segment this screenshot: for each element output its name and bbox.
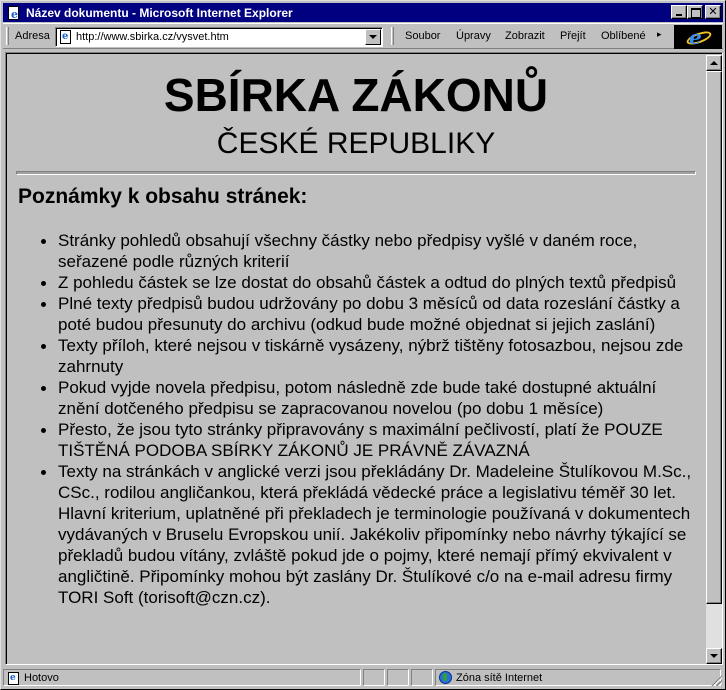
toolbar-grip[interactable] xyxy=(391,27,394,45)
menu-prejit[interactable]: Přejít xyxy=(560,30,586,42)
list-item: Texty na stránkách v anglické verzi jsou překládány Dr. Madeleine Štulíkovou M.Sc., CSc., rodilou angličankou, která překládá vědecké práce a legislativu téměř 30 let. Hlavní kriterium, uplatněné při překladech je terminologie používaná v dokumentech vydávaných v Bruselu Evropskou unií. Jakékoliv připomínky nebo návrhy týkající se překladů budou vítány, zvláště pokud jde o pojmy, které nemají přímý ekvivalent v angličtině. Připomínky mohou být zaslány Dr. Štulíkové c/o na e-mail adresu firmy TORI Soft (torisoft@czn.cz). xyxy=(38,461,698,608)
minimize-button[interactable] xyxy=(671,5,687,19)
globe-icon xyxy=(439,671,452,684)
address-dropdown-button[interactable] xyxy=(365,29,381,45)
horizontal-divider xyxy=(16,171,696,175)
menu-oblibene[interactable]: Oblíbené xyxy=(601,30,646,42)
zone-text: Zóna sítě Internet xyxy=(456,672,543,684)
status-text: Hotovo xyxy=(24,672,59,684)
section-heading: Poznámky k obsahu stránek: xyxy=(18,185,308,208)
scroll-down-button[interactable] xyxy=(706,648,722,664)
title-bar[interactable] xyxy=(3,3,723,22)
close-button[interactable]: ✕ xyxy=(705,5,721,19)
ie-page-icon[interactable]: e xyxy=(6,5,22,21)
status-pane xyxy=(387,669,409,686)
list-item: Texty příloh, které nejsou v tiskárně vysázeny, nýbrž tištěny fotosazbou, nejsou zde zahrnuty xyxy=(38,335,698,377)
list-item: Pokud vyjde novela předpisu, potom následně zde bude také dostupné aktuální znění dotčeného předpisu se zapracovanou novelou (po dobu 1 měsíce) xyxy=(38,377,698,419)
list-item: Plné texty předpisů budou udržovány po dobu 3 měsíců od data rozeslání částky a poté budou přesunuty do archivu (odkud bude možné objednat si jejich zaslání) xyxy=(38,293,698,335)
menu-zobrazit[interactable]: Zobrazit xyxy=(505,30,545,42)
page-status-icon: e xyxy=(8,672,19,685)
resize-grip[interactable] xyxy=(710,674,722,686)
list-item: Z pohledu částek se lze dostat do obsahů částek a odtud do plných textů předpisů xyxy=(38,272,698,293)
caption-buttons xyxy=(671,5,721,19)
toolbar-grip[interactable] xyxy=(6,27,9,45)
maximize-button[interactable] xyxy=(687,5,703,19)
address-label: Adresa xyxy=(15,30,50,42)
list-item: Přesto, že jsou tyto stránky připravovány s maximální pečlivostí, platí že POUZE TIŠTĚNÁ PODOBA SBÍRKY ZÁKONŮ JE PRÁVNĚ ZÁVAZNÁ xyxy=(38,419,698,461)
ie-page-icon: e xyxy=(59,30,73,44)
status-pane xyxy=(363,669,385,686)
address-value[interactable]: http://www.sbirka.cz/vysvet.htm xyxy=(76,31,229,43)
status-bar xyxy=(3,667,723,687)
list-item: Stránky pohledů obsahují všechny částky nebo předpisy vyšlé v daném roce, seřazené podle různých kriterií xyxy=(38,230,698,272)
vertical-scrollbar[interactable] xyxy=(706,55,722,664)
page-title: SBÍRKA ZÁKONŮ xyxy=(163,69,549,121)
menu-upravy[interactable]: Úpravy xyxy=(456,30,491,42)
status-pane-zone xyxy=(435,669,721,686)
content-frame xyxy=(5,52,723,665)
scroll-thumb[interactable] xyxy=(706,71,722,604)
menu-soubor[interactable]: Soubor xyxy=(405,30,441,42)
status-pane xyxy=(411,669,433,686)
window-title: Název dokumentu - Microsoft Internet Explorer xyxy=(26,5,293,20)
page-content[interactable] xyxy=(8,55,704,664)
status-pane-main xyxy=(3,669,361,686)
scroll-up-button[interactable] xyxy=(706,55,722,71)
notes-list xyxy=(38,230,698,608)
ie-logo-icon: e xyxy=(674,25,722,49)
address-toolbar xyxy=(3,23,723,49)
page-subtitle: ČESKÉ REPUBLIKY xyxy=(216,127,496,160)
menu-more-chevron-icon[interactable]: ▸ xyxy=(657,30,662,40)
address-input[interactable] xyxy=(55,27,383,47)
